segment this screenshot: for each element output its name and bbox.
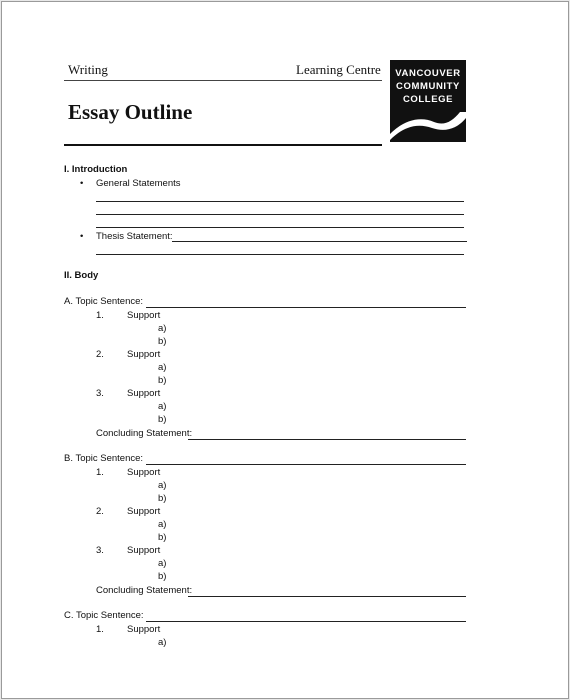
header-writing: Writing	[68, 62, 108, 77]
support-label: Support	[127, 624, 161, 635]
concluding-statement-a: Concluding Statement:	[96, 428, 193, 439]
topic-sentence-b: B. Topic Sentence:	[64, 453, 144, 464]
title-rule	[64, 144, 382, 146]
support-item: a)	[158, 558, 167, 569]
topic-line-c	[146, 621, 466, 622]
thesis-statement-label: Thesis Statement:	[96, 231, 173, 242]
logo-wave-icon	[390, 60, 466, 142]
support-item: b)	[158, 493, 167, 504]
support-item: a)	[158, 480, 167, 491]
support-num: 3.	[96, 545, 104, 556]
page-title: Essay Outline	[68, 100, 193, 124]
support-item: a)	[158, 401, 167, 412]
support-item: a)	[158, 323, 167, 334]
support-num: 2.	[96, 506, 104, 517]
thesis-line-1	[172, 241, 467, 242]
topic-sentence-a: A. Topic Sentence:	[64, 296, 144, 307]
header-learning-centre: Learning Centre	[296, 62, 381, 77]
general-line-3	[96, 227, 464, 228]
thesis-line-2	[96, 254, 464, 255]
support-label: Support	[127, 545, 161, 556]
bullet-icon: •	[80, 178, 84, 189]
college-logo	[390, 60, 466, 142]
intro-heading: I. Introduction	[64, 164, 128, 175]
general-line-1	[96, 201, 464, 202]
support-item: a)	[158, 637, 167, 648]
topic-line-a	[146, 307, 466, 308]
topic-sentence-c: C. Topic Sentence:	[64, 610, 144, 621]
support-label: Support	[127, 467, 161, 478]
support-label: Support	[127, 310, 161, 321]
logo-line-3: COLLEGE	[402, 94, 454, 105]
bullet-icon: •	[80, 231, 84, 242]
support-item: b)	[158, 571, 167, 582]
concluding-line-a	[188, 439, 466, 440]
support-item: a)	[158, 519, 167, 530]
support-label: Support	[127, 506, 161, 517]
support-num: 2.	[96, 349, 104, 360]
body-heading: II. Body	[64, 270, 99, 281]
topic-line-b	[146, 464, 466, 465]
general-statements-label: General Statements	[96, 178, 181, 189]
support-label: Support	[127, 388, 161, 399]
concluding-line-b	[188, 596, 466, 597]
support-num: 1.	[96, 310, 104, 321]
logo-line-1: VANCOUVER	[395, 68, 461, 79]
concluding-statement-b: Concluding Statement:	[96, 585, 193, 596]
document-page	[1, 1, 569, 699]
support-item: b)	[158, 336, 167, 347]
support-item: b)	[158, 532, 167, 543]
support-label: Support	[127, 349, 161, 360]
header-rule	[64, 80, 382, 81]
logo-line-2: COMMUNITY	[396, 81, 460, 92]
support-num: 1.	[96, 624, 104, 635]
support-item: a)	[158, 362, 167, 373]
support-item: b)	[158, 414, 167, 425]
support-num: 3.	[96, 388, 104, 399]
support-item: b)	[158, 375, 167, 386]
general-line-2	[96, 214, 464, 215]
support-num: 1.	[96, 467, 104, 478]
